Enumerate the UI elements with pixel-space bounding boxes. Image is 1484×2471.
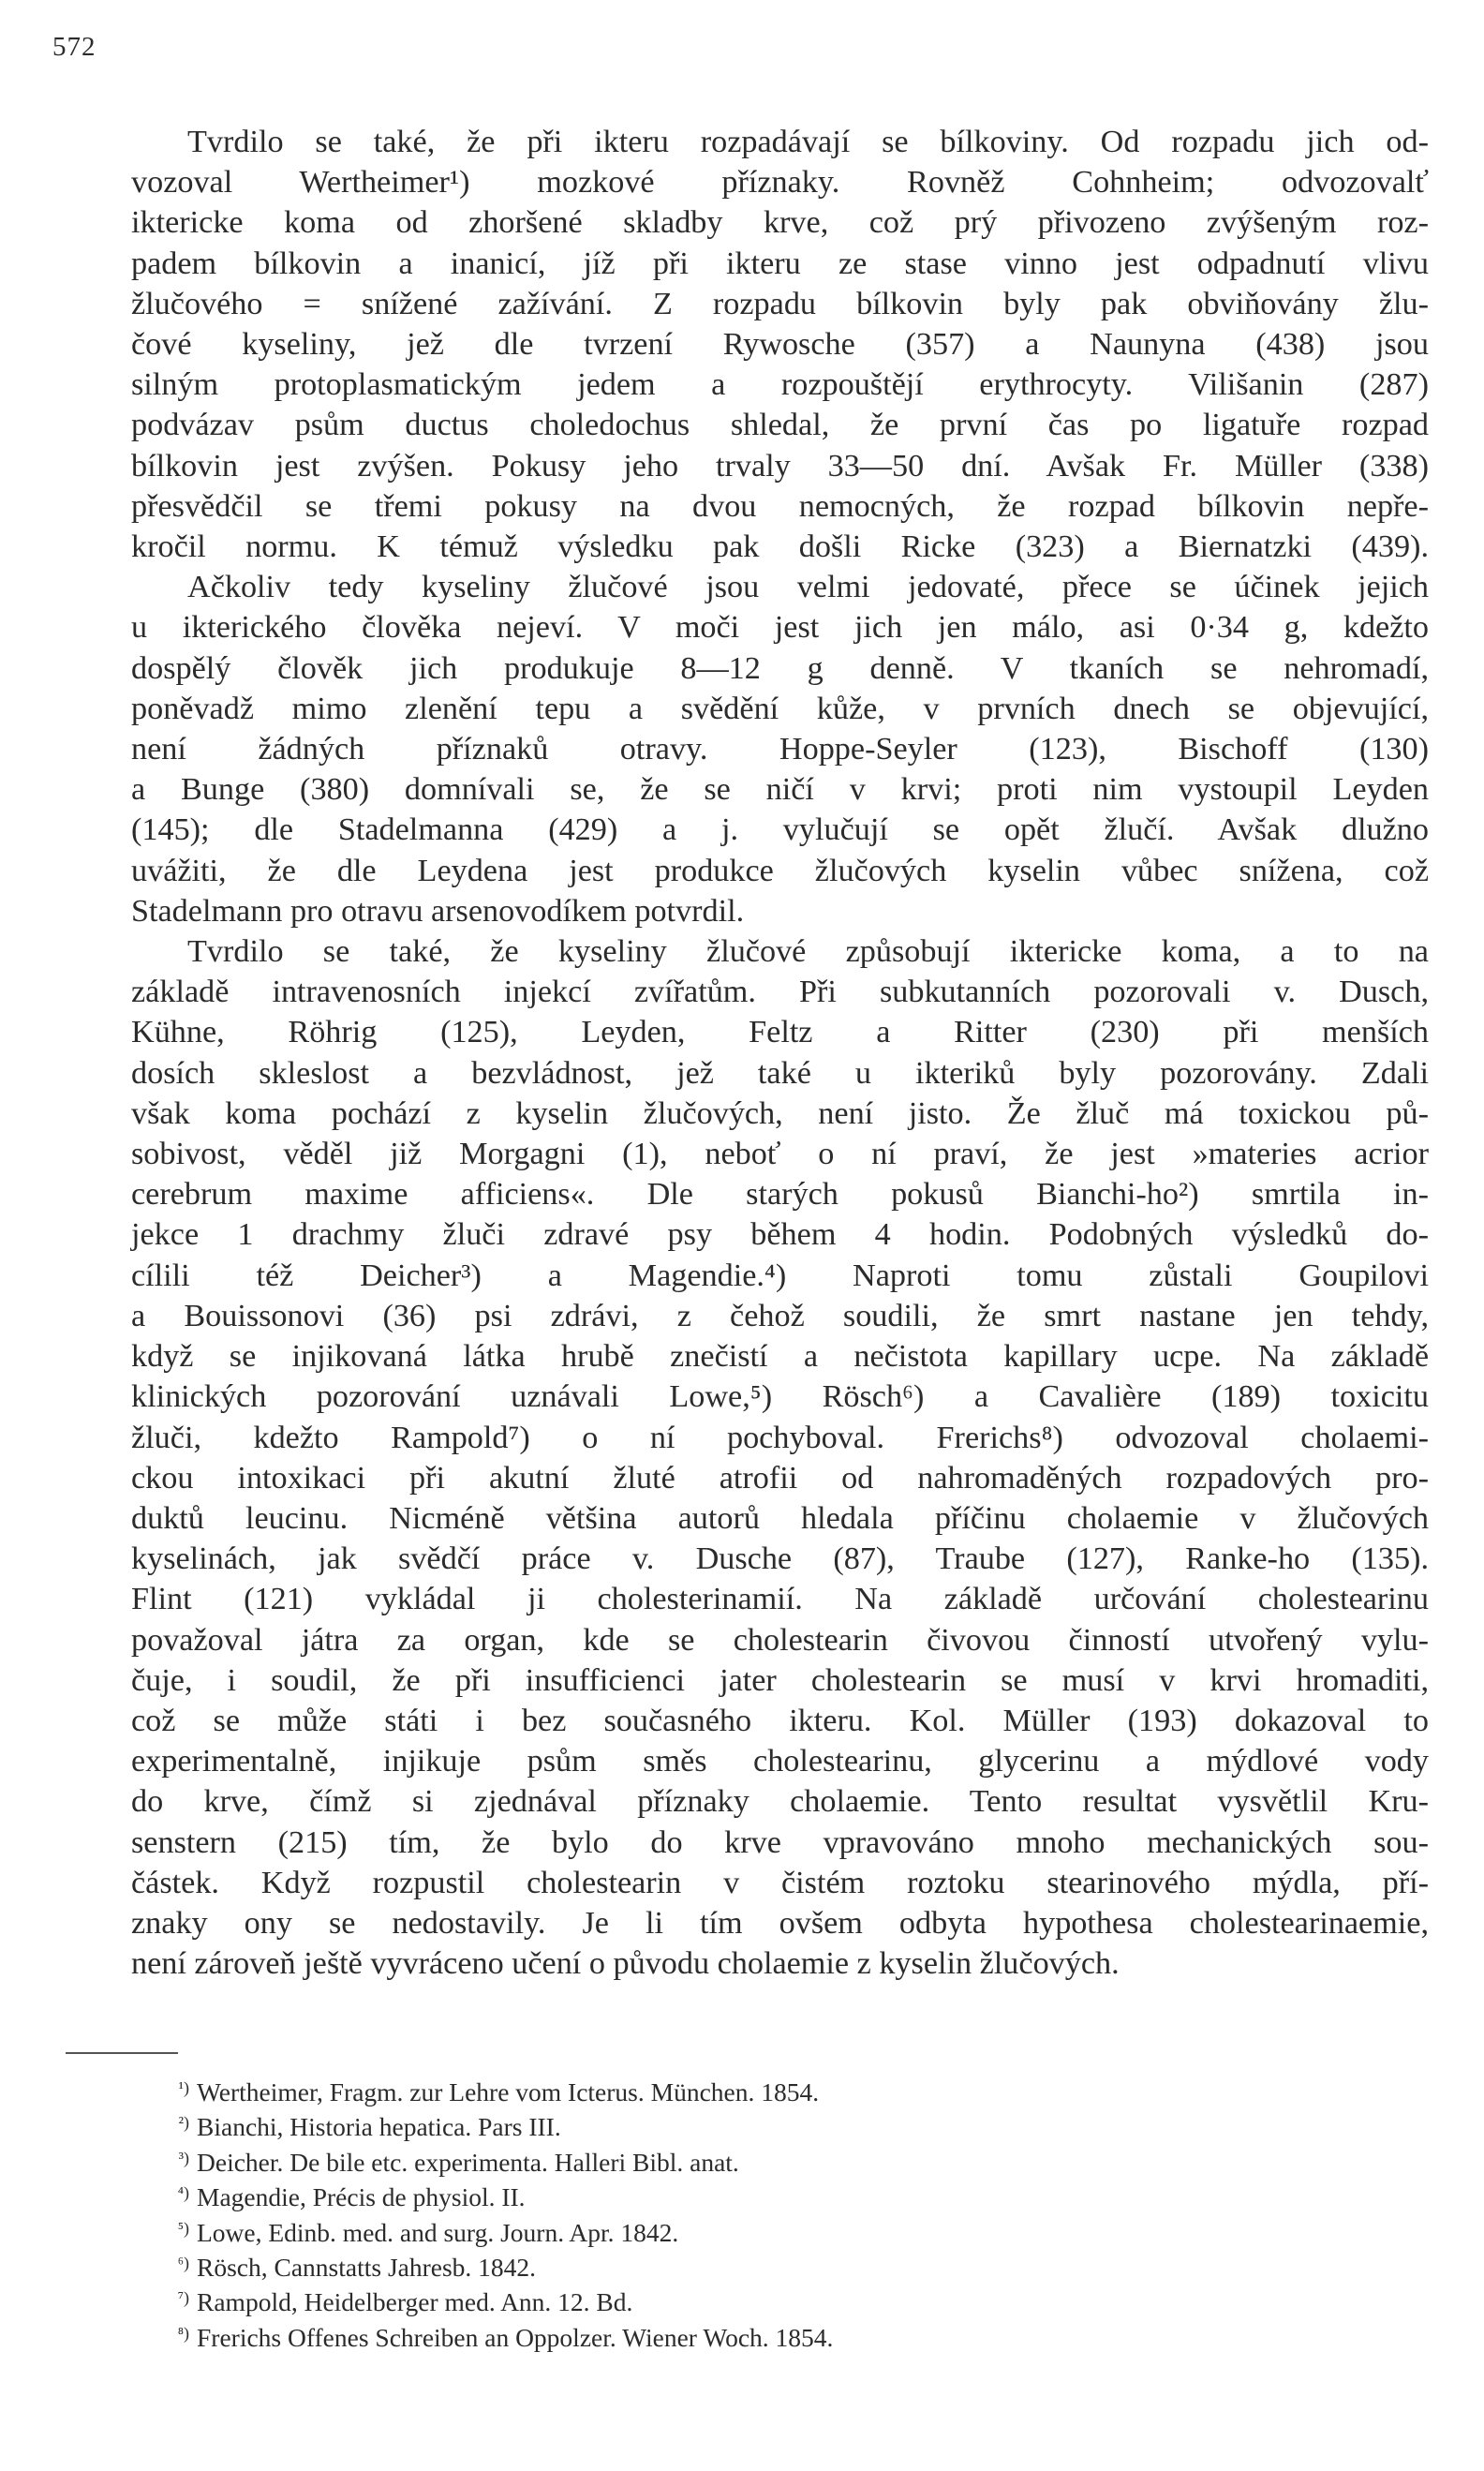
text-line: padem bílkovin a inanicí, jíž při ikteru ze stase vinno jest odpadnutí vlivu [131,246,1429,281]
text-line: žluči, kdežto Rampold⁷) o ní pochyboval. Frerichs⁸) odvozoval cholaemi- [131,1420,1429,1455]
text-line: Flint (121) vykládal ji cholesterinamií. Na základě určování cholestearinu [131,1582,1429,1617]
text-line: a Bouissonovi (36) psi zdrávi, z čehož soudili, že smrt nastane jen tehdy, [131,1298,1429,1333]
footnote-mark: ¹) [178,2078,189,2097]
text-line: čuje, i soudil, že při insufficienci jater cholestearin se musí v krvi hromaditi, [131,1662,1429,1698]
footnote-text: Rampold, Heidelberger med. Ann. 12. Bd. [197,2287,633,2317]
text-line: uvážiti, že dle Leydena jest produkce žlučových kyselin vůbec snížena, což [131,853,1429,888]
text-line: není zároveň ještě vyvráceno učení o původu cholaemie z kyselin žlučových. [131,1946,1120,1982]
text-line: Stadelmann pro otravu arsenovodíkem potvrdil. [131,893,745,929]
text-line: jekce 1 drachmy žluči zdravé psy během 4 hodin. Podobných výsledků do- [131,1217,1429,1253]
footnote-text: Bianchi, Historia hepatica. Pars III. [197,2112,561,2142]
footnote-mark: ²) [178,2113,189,2133]
text-line: dospělý člověk jich produkuje 8—12 g denně. V tkaních se nehromadí, [131,650,1429,686]
text-line: kročil normu. K témuž výsledku pak došli Ricke (323) a Biernatzki (439). [131,529,1429,565]
page-number: 572 [52,32,96,62]
text-line: což se může státi i bez současného ikteru. Kol. Müller (193) dokazoval to [131,1703,1429,1738]
footnote-text: Lowe, Edinb. med. and surg. Journ. Apr. 1842. [197,2217,679,2247]
footnote [169,2143,1293,2178]
text-line: částek. Když rozpustil cholestearin v čistém roztoku stearinového mýdla, pří- [131,1865,1429,1900]
body-text [131,122,1429,1984]
text-line: (145); dle Stadelmanna (429) a j. vylučují se opět žlučí. Avšak dlužno [131,812,1429,848]
footnote [169,2107,1293,2142]
text-line: však koma pochází z kyselin žlučových, není jisto. Že žluč má toxickou pů- [131,1095,1429,1131]
text-line: iktericke koma od zhoršené skladby krve, což prý přivozeno zvýšeným roz- [131,205,1429,241]
text-line: Tvrdilo se také, že při ikteru rozpadávají se bílkoviny. Od rozpadu jich od- [187,125,1429,159]
footnote-mark: ⁷) [177,2288,189,2308]
text-line: přesvědčil se třemi pokusy na dvou nemocných, že rozpad bílkovin nepře- [131,488,1429,524]
text-line: není žádných příznaků otravy. Hoppe-Seyler (123), Bischoff (130) [131,732,1429,767]
text-line: ckou intoxikaci při akutní žluté atrofii od nahromaděných rozpadových pro- [131,1460,1429,1496]
footnote-mark: ³) [178,2148,189,2167]
text-line: považoval játra za organ, kde se cholestearin čivovou činností utvořený vylu- [131,1622,1429,1658]
text-line: silným protoplasmatickým jedem a rozpouštějí erythrocyty. Vilišanin (287) [131,367,1429,403]
text-line: žlučového = snížené zažívání. Z rozpadu bílkovin byly pak obviňovány žlu- [131,286,1429,321]
text-line: Tvrdilo se také, že kyseliny žlučové způsobují iktericke koma, a to na [187,934,1429,970]
text-line: kyselinách, jak svědčí práce v. Dusche (87), Traube (127), Ranke-ho (135). [131,1541,1429,1577]
text-line: cílili též Deicher³) a Magendie.⁴) Naproti tomu zůstali Goupilovi [131,1258,1429,1293]
text-line: senstern (215) tím, že bylo do krve vpravováno mnoho mechanických sou- [131,1824,1429,1860]
footnote-text: Magendie, Précis de physiol. II. [197,2182,526,2212]
text-line: základě intravenosních injekcí zvířatům. Při subkutanních pozorovali v. Dusch, [131,975,1429,1010]
text-line: a Bunge (380) domnívali se, že se ničí v krvi; proti nim vystoupil Leyden [131,772,1429,808]
footnote-mark: ⁸) [177,2323,189,2343]
footnote-divider [66,2052,178,2054]
text-line: čové kyseliny, jež dle tvrzení Rywosche (357) a Naunyna (438) jsou [131,327,1429,363]
text-line: podvázav psům ductus choledochus shledal, že první čas po ligatuře rozpad [131,408,1429,443]
footnote-mark: ⁶) [177,2254,189,2273]
footnote-text: Frerichs Offenes Schreiben an Oppolzer. Wiener Woch. 1854. [197,2322,834,2352]
footnote-mark: ⁵) [177,2218,189,2238]
text-line: poněvadž mimo zlenění tepu a svědění kůže, v prvních dnech se objevující, [131,691,1429,726]
footnote [169,2248,1293,2283]
text-line: experimentalně, injikuje psům směs cholestearinu, glycerinu a mýdlové vody [131,1744,1429,1779]
text-line: Ačkoliv tedy kyseliny žlučové jsou velmi jedovaté, přece se účinek jejich [187,570,1429,605]
text-line: když se injikovaná látka hrubě znečistí a nečistota kapillary ucpe. Na základě [131,1339,1429,1375]
footnote [169,2283,1293,2317]
footnote [169,2213,1293,2248]
footnote-text: Rösch, Cannstatts Jahresb. 1842. [197,2253,537,2283]
footnote [169,2318,1293,2353]
footnote-text: Deicher. De bile etc. experimenta. Halleri Bibl. anat. [197,2147,739,2177]
footnote [169,2178,1293,2212]
footnote-mark: ⁴) [177,2183,189,2203]
text-line: bílkovin jest zvýšen. Pokusy jeho trvaly 33—50 dní. Avšak Fr. Müller (338) [131,448,1429,484]
footnote-text: Wertheimer, Fragm. zur Lehre vom Icterus. München. 1854. [197,2077,820,2106]
text-line: cerebrum maxime afficiens«. Dle starých pokusů Bianchi-ho²) smrtila in- [131,1177,1429,1213]
text-line: do krve, čímž si zjednával příznaky cholaemie. Tento resultat vysvětlil Kru- [131,1784,1429,1820]
text-line: znaky ony se nedostavily. Je li tím ovšem odbyta hypothesa cholestearinaemie, [131,1905,1429,1941]
text-line: vozoval Wertheimer¹) mozkové příznaky. Rovněž Cohnheim; odvozovalť [131,165,1429,201]
text-line: sobivost, věděl již Morgagni (1), neboť o ní praví, že jest »materies acrior [131,1137,1429,1172]
footnotes [169,2073,1293,2353]
text-line: duktů leucinu. Nicméně většina autorů hledala příčinu cholaemie v žlučových [131,1500,1429,1536]
footnote [169,2073,1293,2107]
text-line: Kühne, Röhrig (125), Leyden, Feltz a Ritter (230) při menších [131,1015,1429,1050]
text-line: klinických pozorování uznávali Lowe,⁵) Rösch⁶) a Cavalière (189) toxicitu [131,1379,1429,1415]
text-line: dosích skleslost a bezvládnost, jež také u ikteriků byly pozorovány. Zdali [131,1055,1429,1091]
text-line: u ikterického člověka nejeví. V moči jest jich jen málo, asi 0·34 g, kdežto [131,610,1429,646]
